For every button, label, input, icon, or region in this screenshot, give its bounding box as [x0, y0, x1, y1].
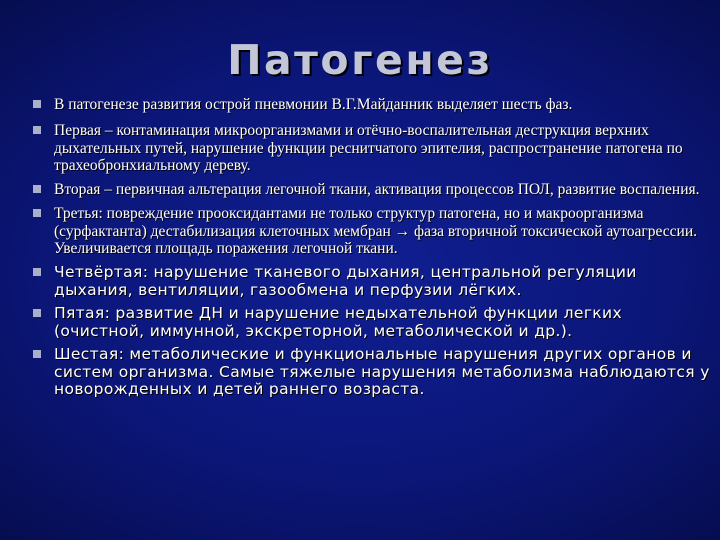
bullet-item-phase-3: [30, 205, 710, 257]
bullet-text: Первая – контаминация микроорганизмами и отёчно-воспалительная деструкция верхних дыхательных путей, нарушение функции реснитчатого эпителия, распространение патогена по трахеобронхиальному дереву.: [54, 122, 683, 174]
square-bullet-icon: [33, 126, 41, 134]
bullet-text: Шестая: метаболические и функциональные нарушения других органов и систем организма. Самые тяжелые нарушения метаболизма наблюдаются у новорожденных и детей раннего возраста.: [54, 345, 710, 399]
bullet-text: В патогенезе развития острой пневмонии В.Г.Майданник выделяет шесть фаз.: [54, 96, 573, 113]
square-bullet-icon: [33, 350, 41, 358]
bullet-item-phase-1: [30, 122, 710, 174]
bullet-item-phase-4: [30, 264, 710, 299]
bullet-text: Пятая: развитие ДН и нарушение недыхательной функции легких (очистной, иммунной, экскреторной, метаболической и др.).: [54, 304, 622, 340]
bullet-item-phase-5: [30, 305, 710, 340]
bullet-text: Вторая – первичная альтерация легочной ткани, активация процессов ПОЛ, развитие воспаления.: [54, 181, 700, 199]
square-bullet-icon: [33, 100, 41, 108]
bullet-text: Четвёртая: нарушение тканевого дыхания, центральной регуляции дыхания, вентиляции, газообмена и перфузии лёгких.: [54, 263, 637, 299]
square-bullet-icon: [33, 309, 41, 317]
square-bullet-icon: [33, 209, 41, 217]
slide-title: Патогенез: [227, 36, 493, 84]
bullet-item-intro: [30, 96, 710, 113]
bullet-item-phase-6: [30, 346, 710, 399]
bullet-text: Третья: повреждение прооксидантами не только структур патогена, но и макроорганизма (сурфактанта) дестабилизация клеточных мембран → фаза вторичной токсической аутоагрессии. Увеличивается площадь поражения легочной ткани.: [54, 205, 698, 258]
square-bullet-icon: [33, 268, 41, 276]
bullet-list: [30, 96, 710, 405]
square-bullet-icon: [33, 185, 41, 193]
bullet-item-phase-2: [30, 181, 710, 198]
